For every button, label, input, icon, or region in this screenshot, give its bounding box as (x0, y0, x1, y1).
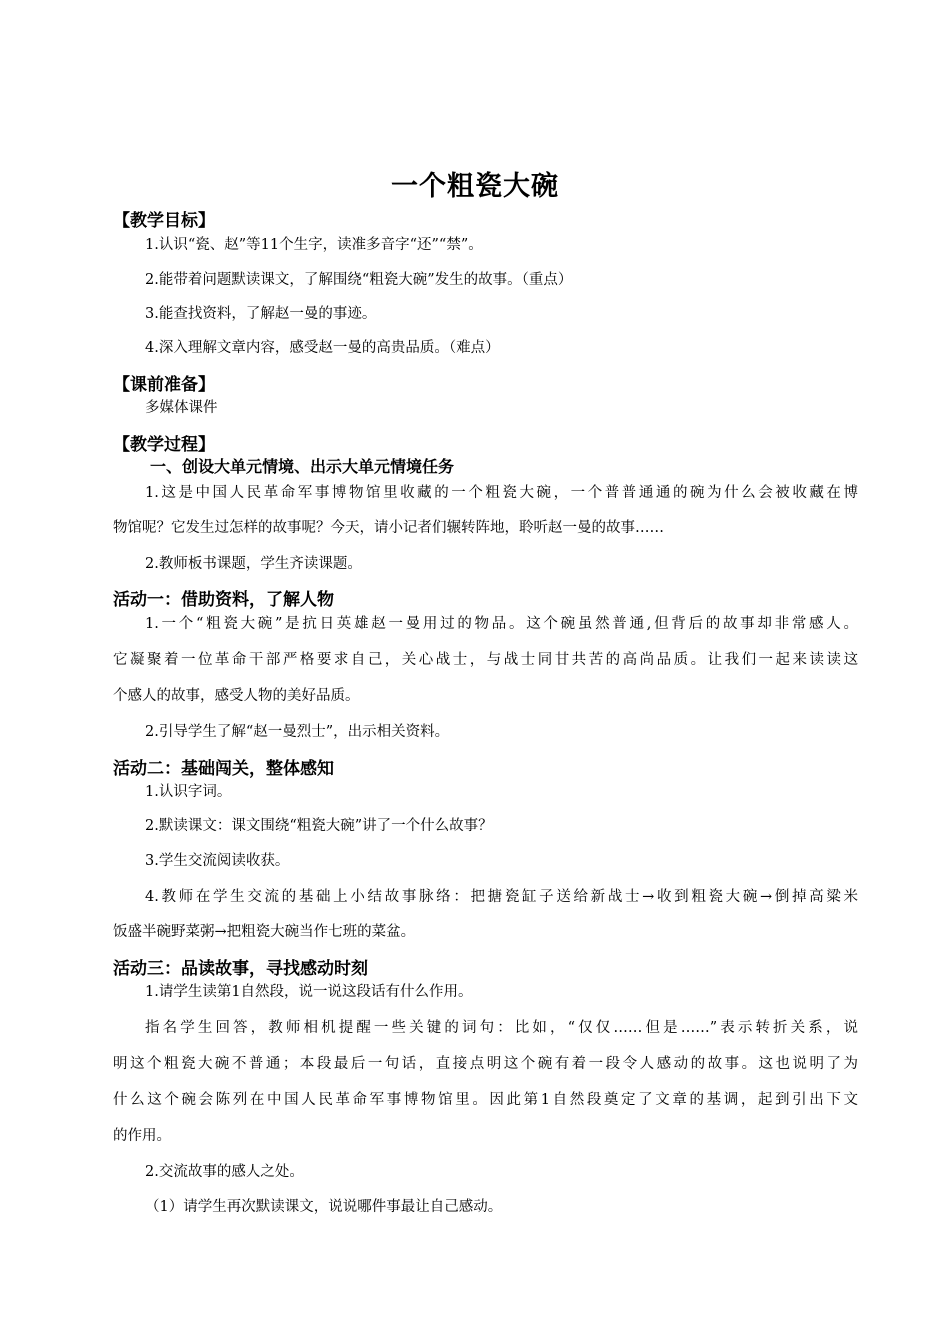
activity2-paragraph-4-line-1: 4.教师在学生交流的基础上小结故事脉络：把搪瓷缸子送给新战士→收到粗瓷大碗→倒掉高粱米 (145, 889, 858, 905)
activity2-paragraph-1: 1.认识字词。 (145, 784, 232, 800)
activity2-paragraph-2: 2.默读课文：课文围绕“粗瓷大碗”讲了一个什么故事？ (145, 818, 493, 834)
activity1-paragraph-1-line-1: 1.一个“粗瓷大碗”是抗日英雄赵一曼用过的物品。这个碗虽然普通,但背后的故事却非常感人。 (145, 616, 858, 632)
activity2-paragraph-3: 3.学生交流阅读收获。 (145, 853, 290, 869)
activity3-paragraph-1: 1.请学生读第1自然段，说一说这段话有什么作用。 (145, 984, 473, 1000)
activity3-paragraph-2-line-1: 指名学生回答，教师相机提醒一些关键的词句：比如，“仅仅……但是……”表示转折关系，说 (145, 1020, 858, 1036)
activity3-paragraph-2-line-2: 明这个粗瓷大碗不普通；本段最后一句话，直接点明这个碗有着一段令人感动的故事。这也说明了为 (113, 1056, 858, 1072)
activity2-paragraph-4-line-2: 饭盛半碗野菜粥→把粗瓷大碗当作七班的菜盆。 (113, 924, 416, 940)
goals-heading: 【教学目标】 (113, 211, 215, 231)
document-title: 一个粗瓷大碗 (391, 171, 559, 202)
section1-paragraph-2: 2.教师板书课题，学生齐读课题。 (145, 556, 362, 572)
activity3-paragraph-3: 2.交流故事的感人之处。 (145, 1164, 304, 1180)
section1-paragraph-1-line-2: 物馆呢？它发生过怎样的故事呢？今天，请小记者们辗转阵地，聆听赵一曼的故事…… (113, 520, 664, 536)
section1-paragraph-1-line-1: 1.这是中国人民革命军事博物馆里收藏的一个粗瓷大碗，一个普普通通的碗为什么会被收藏在博 (145, 485, 858, 501)
goal-item-4: 4.深入理解文章内容，感受赵一曼的高贵品质。（难点） (145, 340, 500, 356)
goal-item-2: 2.能带着问题默读课文，了解围绕“粗瓷大碗”发生的故事。（重点） (145, 272, 573, 288)
activity3-paragraph-4: （1）请学生再次默读课文，说说哪件事最让自己感动。 (145, 1199, 503, 1215)
prep-text: 多媒体课件 (145, 400, 218, 416)
goal-item-1: 1.认识“瓷、赵”等11个生字，读准多音字“还”“禁”。 (145, 237, 483, 253)
activity3-paragraph-2-line-3: 什么这个碗会陈列在中国人民革命军事博物馆里。因此第1自然段奠定了文章的基调，起到引出下文 (113, 1092, 858, 1108)
goal-item-3: 3.能查找资料，了解赵一曼的事迹。 (145, 306, 377, 322)
activity1-heading: 活动一：借助资料，了解人物 (113, 590, 334, 610)
prep-heading: 【课前准备】 (113, 375, 215, 395)
activity3-heading: 活动三：品读故事，寻找感动时刻 (113, 959, 368, 979)
section1-heading: 一、创设大单元情境、出示大单元情境任务 (150, 457, 455, 476)
activity3-paragraph-2-line-4: 的作用。 (113, 1128, 171, 1144)
activity1-paragraph-2: 2.引导学生了解“赵一曼烈士”，出示相关资料。 (145, 724, 450, 740)
activity1-paragraph-1-line-3: 个感人的故事，感受人物的美好品质。 (113, 688, 360, 704)
activity1-paragraph-1-line-2: 它凝聚着一位革命干部严格要求自己，关心战士，与战士同甘共苦的高尚品质。让我们一起来读读这 (113, 652, 858, 668)
activity2-heading: 活动二：基础闯关，整体感知 (113, 759, 334, 779)
process-heading: 【教学过程】 (113, 435, 215, 455)
